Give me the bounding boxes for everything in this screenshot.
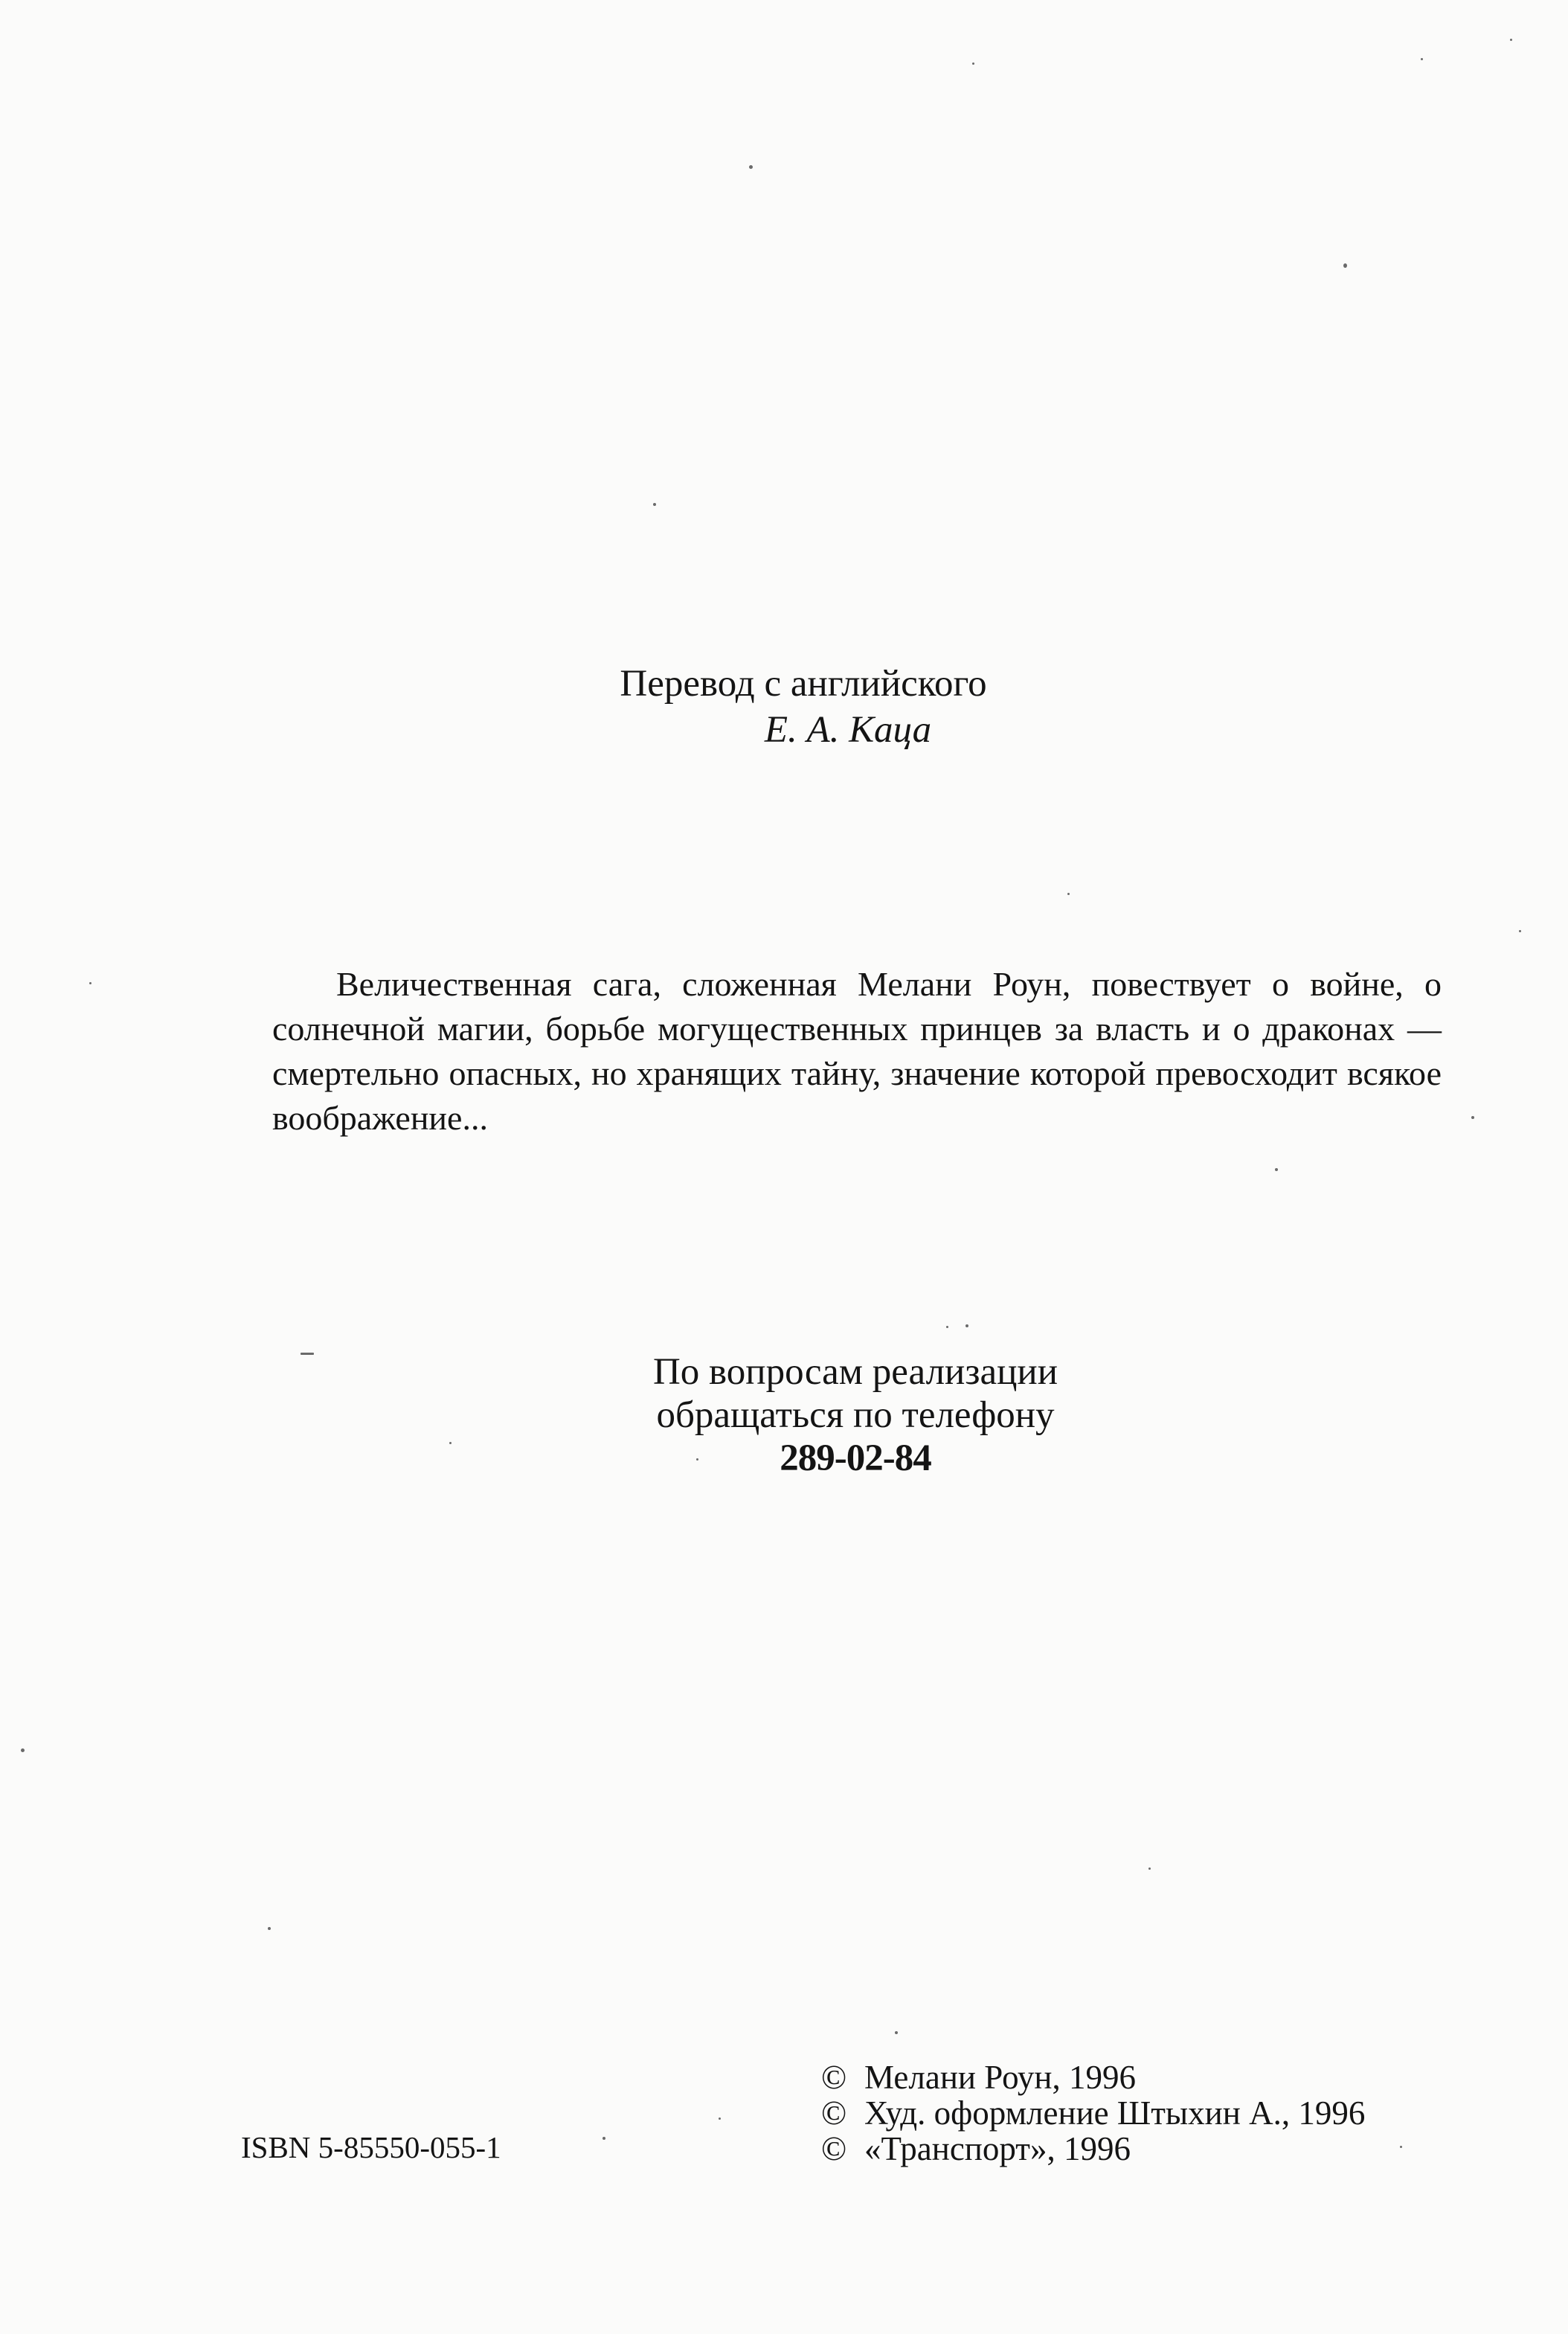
copyright-line [821,2059,1365,2095]
sales-line-1: По вопросам реализации [652,1351,1058,1393]
translator-name: Е. А. Каца [764,709,932,751]
translation-line: Перевод с английского [620,663,987,705]
sales-line-2: обращаться по телефону [656,1394,1055,1436]
translation-credit [521,661,1086,753]
copyright-line [821,2131,1365,2167]
copyright-publisher: «Транспорт», 1996 [864,2130,1131,2167]
copyright-design: Худ. оформление Штыхин А., 1996 [864,2094,1366,2132]
isbn: ISBN 5-85550-055-1 [241,2130,501,2164]
book-annotation [272,962,1442,1141]
copyright-block [821,2059,1365,2167]
copyright-icon: © [821,2059,847,2096]
copyright-line [821,2095,1365,2131]
annotation-text: Величественная сага, сложенная Мелани Роун, повествует о войне, о солнечной магии, борьбе могущественных принцев за власть и о драконах — смертельно опасных, но хранящих тайну, значение которой превосходит всякое воображение... [272,965,1442,1137]
copyright-author: Мелани Роун, 1996 [864,2059,1137,2096]
sales-inquiries [521,1350,1190,1480]
sales-phone-number: 289-02-84 [780,1437,931,1479]
copyright-icon: © [821,2094,847,2132]
copyright-icon: © [821,2130,847,2167]
